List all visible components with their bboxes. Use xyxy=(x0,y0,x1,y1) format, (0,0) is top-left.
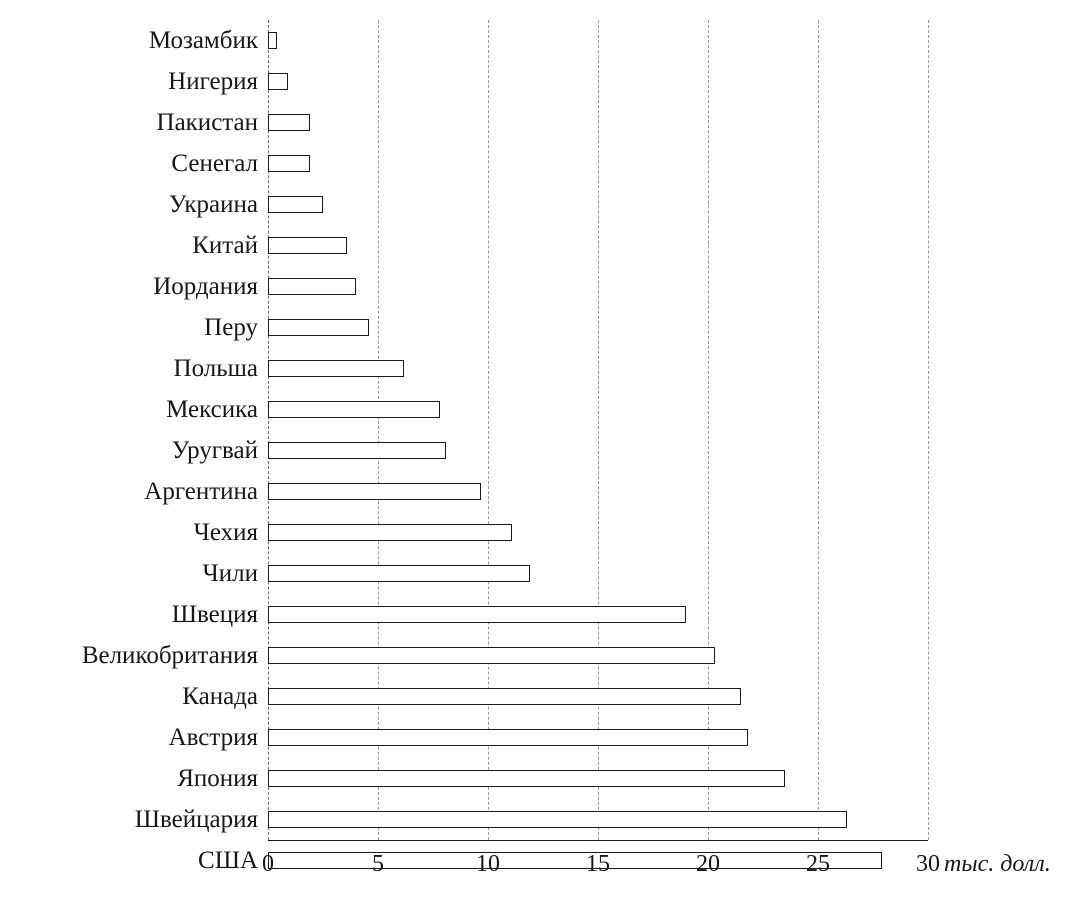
category-label: Китай xyxy=(192,232,258,259)
category-label: Аргентина xyxy=(144,478,258,505)
bar xyxy=(268,442,446,459)
bar-row xyxy=(204,307,369,348)
bar xyxy=(268,401,440,418)
x-axis-tick-labels xyxy=(262,851,940,892)
bar xyxy=(268,688,741,705)
bar xyxy=(268,811,847,828)
bar-row xyxy=(148,20,277,61)
bar-row xyxy=(156,102,310,143)
category-label: Япония xyxy=(177,765,258,792)
bar-row xyxy=(144,471,481,512)
bar-row xyxy=(171,430,446,471)
gridline-30 xyxy=(928,20,929,840)
bar xyxy=(268,524,512,541)
category-label: Чехия xyxy=(193,519,258,546)
bar xyxy=(268,155,310,172)
bar xyxy=(268,360,404,377)
category-label: Швейцария xyxy=(134,806,258,833)
category-label: Уругвай xyxy=(171,437,258,464)
category-label: Перу xyxy=(204,314,258,341)
category-label: Швеция xyxy=(171,601,258,628)
bar-row xyxy=(173,348,404,389)
bar xyxy=(268,565,530,582)
bar xyxy=(268,770,785,787)
bar-row xyxy=(202,553,530,594)
category-label: Украина xyxy=(168,191,258,218)
bar-row xyxy=(168,61,288,102)
category-label: Пакистан xyxy=(156,109,258,136)
x-tick-label: 20 xyxy=(696,851,720,877)
bar xyxy=(268,196,323,213)
bar-row xyxy=(168,184,323,225)
bar xyxy=(268,729,748,746)
bar xyxy=(268,73,288,90)
x-tick-label: 30 xyxy=(916,851,940,877)
x-tick-label: 5 xyxy=(372,851,384,877)
x-tick-label: 0 xyxy=(262,851,274,877)
bar-row xyxy=(182,676,741,717)
x-tick-label: 15 xyxy=(586,851,610,877)
bar xyxy=(268,483,481,500)
bar-row xyxy=(81,635,715,676)
x-axis-line xyxy=(268,840,928,841)
bar xyxy=(268,278,356,295)
bar xyxy=(268,647,715,664)
category-label: Польша xyxy=(173,355,258,382)
category-label: Канада xyxy=(182,683,258,710)
x-axis-unit-label: тыс. долл. xyxy=(944,851,1051,877)
category-label: Австрия xyxy=(168,724,258,751)
bar-row xyxy=(166,389,440,430)
category-label: Чили xyxy=(202,560,258,587)
bar-row xyxy=(171,143,310,184)
bar xyxy=(268,319,369,336)
bar-row xyxy=(134,799,847,840)
x-tick-label: 25 xyxy=(806,851,830,877)
bar xyxy=(268,606,686,623)
category-label: США xyxy=(198,847,258,874)
category-label: Сенегал xyxy=(171,150,258,177)
bar-row xyxy=(177,758,785,799)
bar-row xyxy=(153,266,356,307)
bar xyxy=(268,237,347,254)
category-label: Мексика xyxy=(166,396,258,423)
bar-row xyxy=(168,717,748,758)
category-label: Нигерия xyxy=(168,68,258,95)
category-label: Великобритания xyxy=(81,642,258,669)
x-tick-label: 10 xyxy=(476,851,500,877)
bar xyxy=(268,32,277,49)
category-label: Иордания xyxy=(153,273,258,300)
bar-row xyxy=(193,512,512,553)
bar-row xyxy=(171,594,686,635)
category-label: Мозамбик xyxy=(148,27,258,54)
bar xyxy=(268,114,310,131)
bar-row xyxy=(192,225,347,266)
